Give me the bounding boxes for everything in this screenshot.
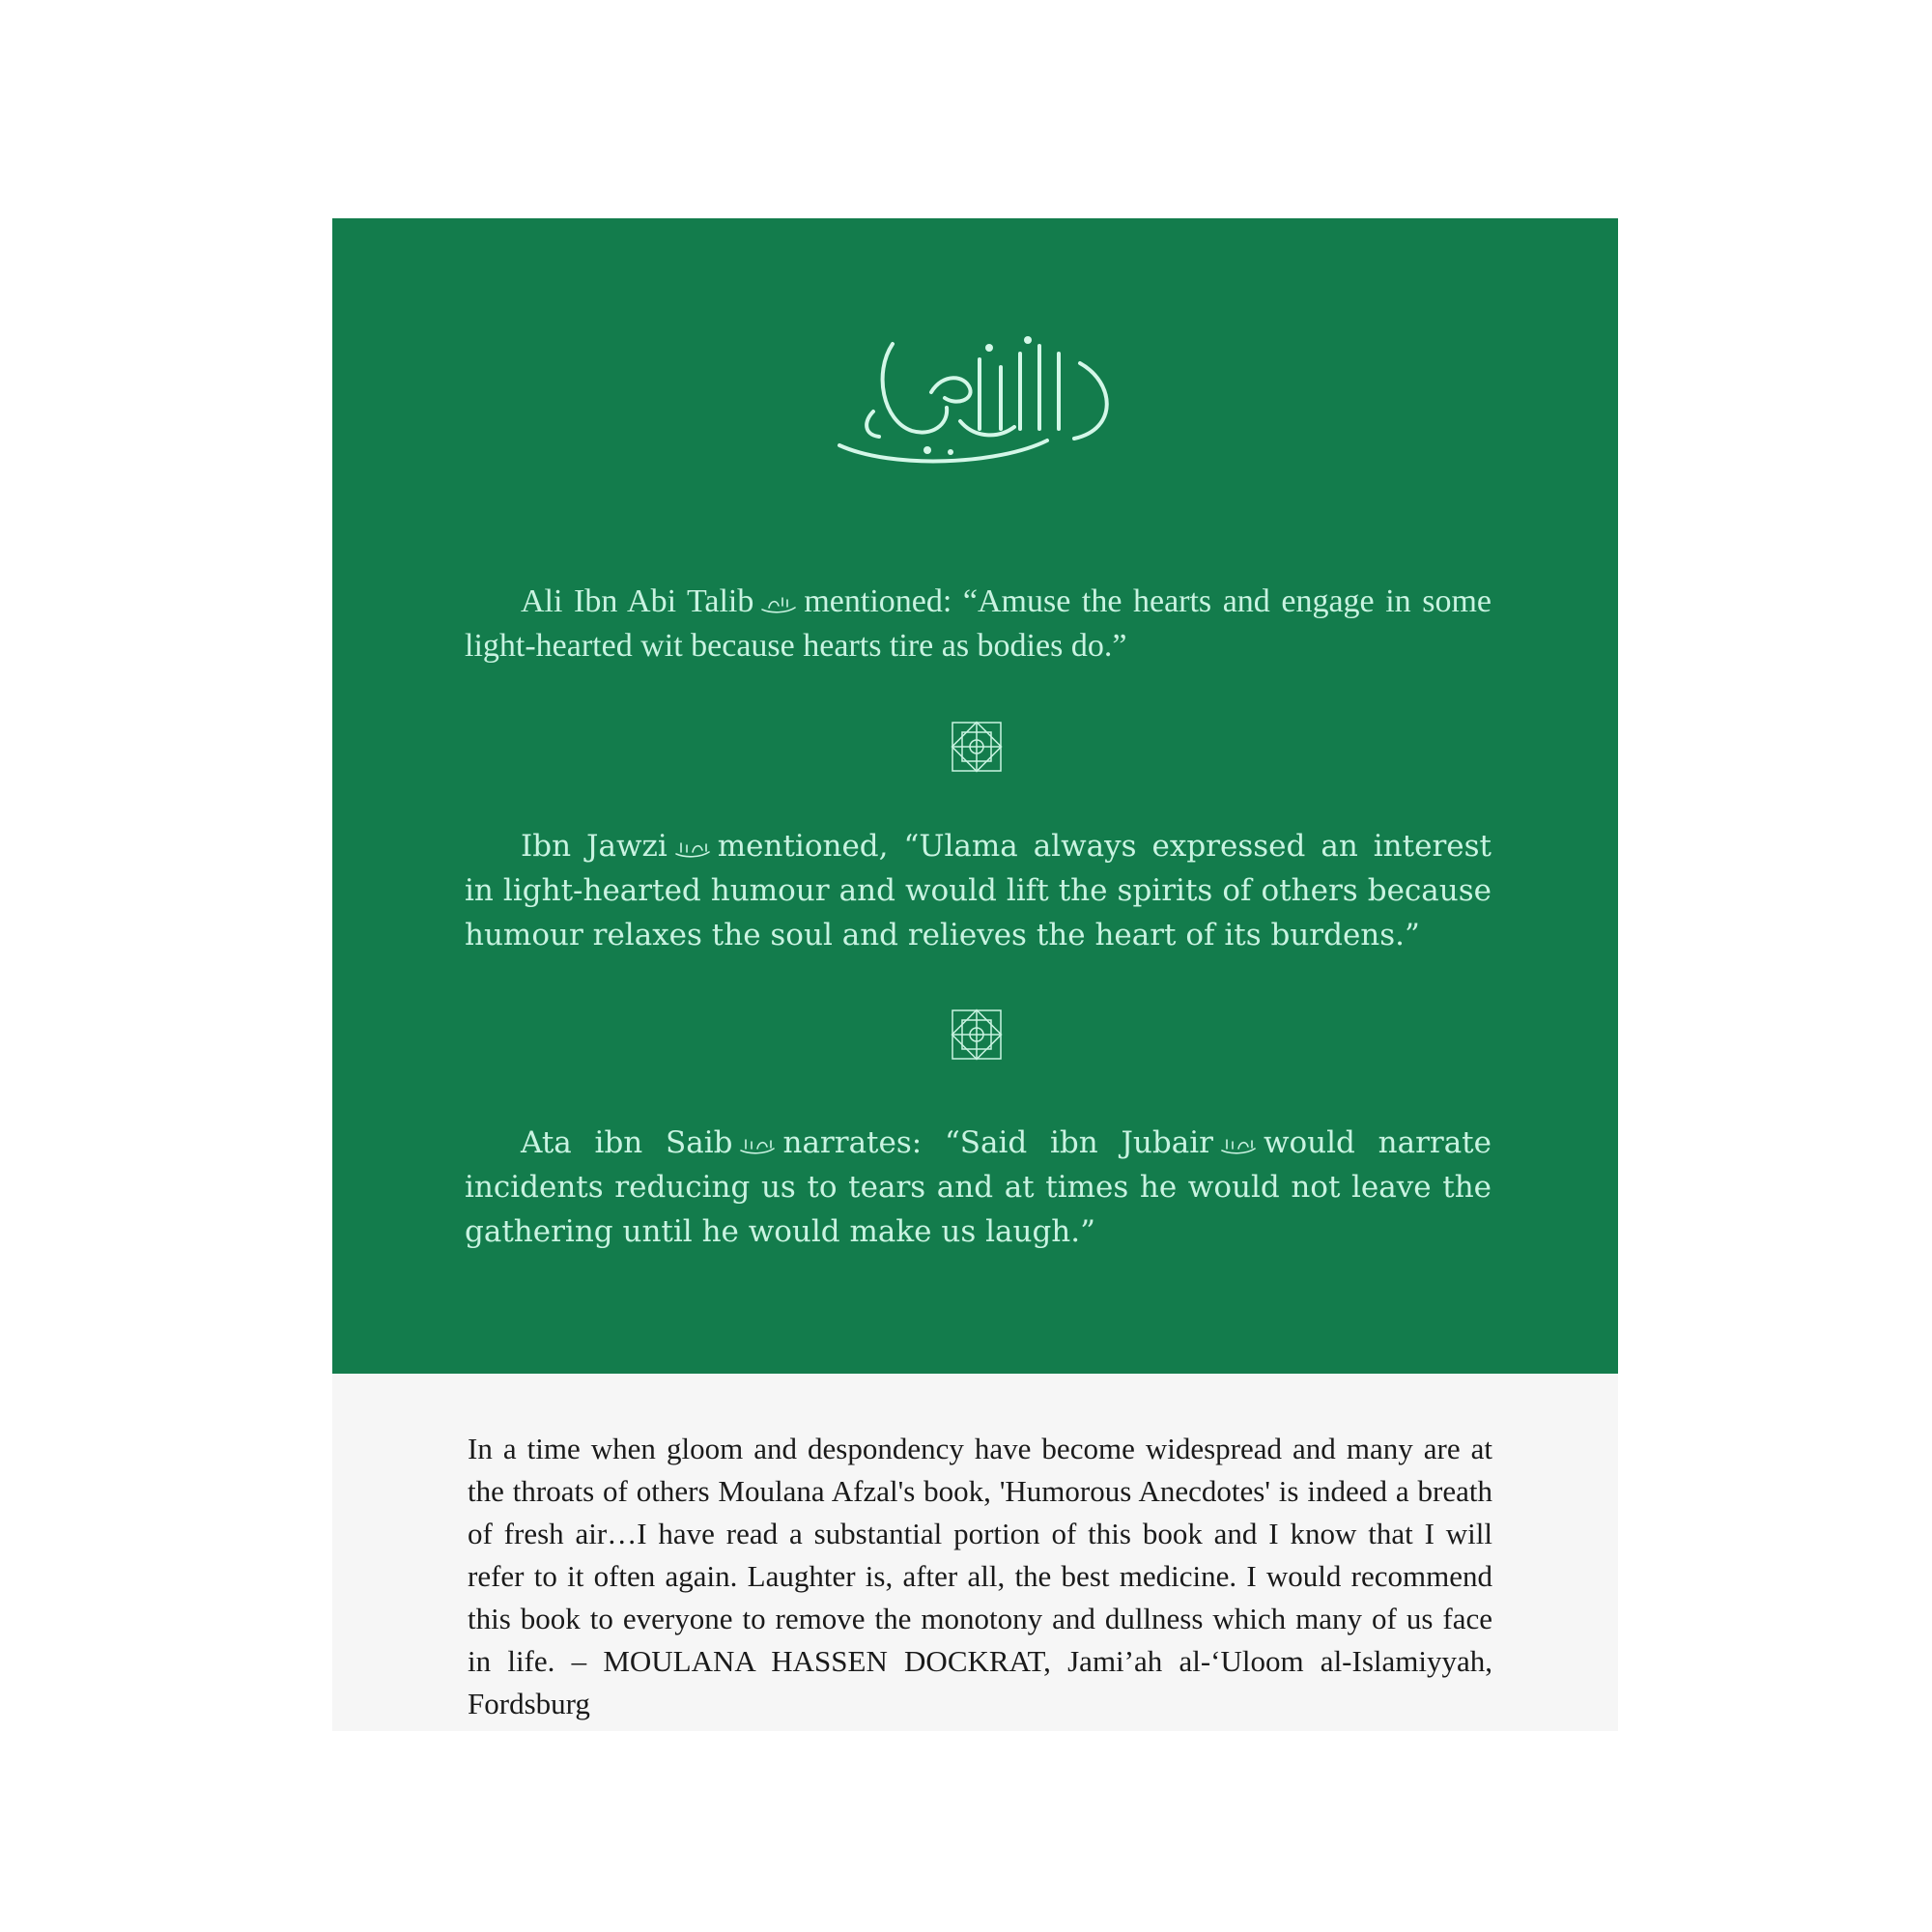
- geometric-star-ornament-icon: [951, 1009, 1003, 1061]
- geometric-star-ornament-icon: [951, 721, 1003, 773]
- quote-3-text-b: would narrate incidents reducing us to tears and at times he would not leave the gathering until he would make us laugh.”: [465, 1125, 1492, 1249]
- quote-2-attribution: Ibn Jawzi: [521, 829, 668, 864]
- quote-ali-ibn-abi-talib: [465, 580, 1492, 668]
- arabic-calligraphy-logo-icon: [835, 325, 1124, 479]
- arabic-honorific-icon: [738, 1133, 777, 1156]
- quote-3-text-a: narrates: “Said ibn Jubair: [782, 1125, 1213, 1160]
- quote-ibn-jawzi: [465, 824, 1492, 957]
- endorsement-text: In a time when gloom and despondency have become widespread and many are at the throats of others Moulana Afzal's book, 'Humorous Anecdotes' is indeed a breath of fresh air…I have read a substantial portion of this book and I know that I will refer to it often again. Laughter is, after all, the best medicine. I would recommend this book to everyone to remove the monotony and dullness which many of us face in life. – MOULANA HASSEN DOCKRAT, Jami’ah al-‘Uloom al-Islamiyyah, Fordsburg: [468, 1432, 1492, 1720]
- book-back-cover: [332, 218, 1618, 1731]
- quote-3-attribution: Ata ibn Saib: [521, 1125, 733, 1160]
- arabic-honorific-icon: [673, 837, 712, 860]
- arabic-honorific-icon: [759, 592, 798, 615]
- arabic-honorific-icon: [1219, 1133, 1258, 1156]
- green-quote-panel: [332, 218, 1618, 1374]
- quote-2-text: mentioned, “Ulama always expressed an interest in light-hearted humour and would lift the spirits of others because humour relaxes the soul and relieves the heart of its burdens.”: [465, 829, 1492, 952]
- quote-1-text: mentioned: “Amuse the hearts and engage in some light-hearted wit because hearts tire as bodies do.”: [465, 583, 1492, 664]
- quote-1-attribution: Ali Ibn Abi Talib: [521, 583, 754, 619]
- quote-ata-ibn-saib: [465, 1121, 1492, 1254]
